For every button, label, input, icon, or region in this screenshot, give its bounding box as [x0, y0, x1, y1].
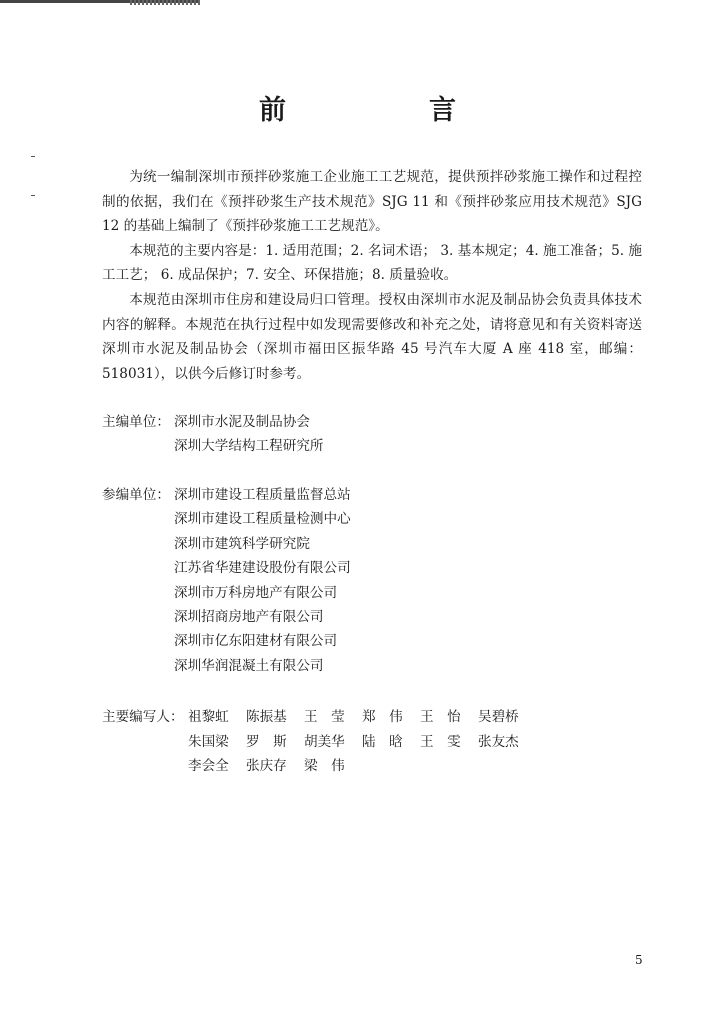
paragraph: 为统一编制深圳市预拌砂浆施工企业施工工艺规范，提供预拌砂浆施工操作和过程控制的依据，我们在《预拌砂浆生产技术规范》SJG 11 和《预拌砂浆应用技术规范》SJG 12 的基础上编制了《预拌砂浆施工工艺规范》。 — [102, 169, 642, 235]
scan-edge-dot — [31, 195, 35, 196]
unit-name: 江苏省华建建设股份有限公司 — [174, 560, 351, 577]
drafter-name: 陆 晗 — [362, 733, 403, 750]
participating-editors-label: 参编单位： — [102, 487, 170, 503]
unit-name: 深圳市水泥及制品协会 — [174, 414, 310, 430]
chief-editors-label: 主编单位： — [102, 414, 170, 430]
drafter-name: 王 雯 — [420, 733, 461, 750]
drafter-name: 张庆存 — [246, 758, 287, 775]
drafter-name: 陈振基 — [246, 709, 287, 725]
page-number: 5 — [635, 953, 643, 967]
participating-editors — [102, 483, 351, 678]
unit-name: 深圳市建设工程质量检测中心 — [174, 511, 351, 528]
unit-name: 深圳华润混凝土有限公司 — [174, 657, 324, 674]
drafter-name: 张友杰 — [478, 733, 519, 750]
drafter-name: 梁 伟 — [304, 758, 345, 775]
unit-name: 深圳招商房地产有限公司 — [174, 609, 324, 626]
unit-name: 深圳市万科房地产有限公司 — [174, 584, 338, 601]
drafter-name: 王 怡 — [420, 709, 461, 725]
drafter-name: 朱国梁 — [188, 733, 229, 750]
scan-edge-dot — [31, 156, 35, 157]
preface-body — [102, 165, 642, 386]
drafter-name: 吴碧桥 — [478, 709, 519, 725]
drafter-row — [188, 754, 536, 779]
paragraph: 本规范的主要内容是：1. 适用范围；2. 名词术语； 3. 基本规定；4. 施工准备；5. 施工工艺； 6. 成品保护；7. 安全、环保措施；8. 质量验收。 — [102, 242, 642, 284]
drafter-name: 罗 斯 — [246, 733, 287, 750]
drafter-name: 李会全 — [188, 758, 229, 775]
drafter-row — [188, 730, 536, 755]
main-drafters-label: 主要编写人： — [102, 709, 184, 725]
drafter-name: 郑 伟 — [362, 709, 403, 725]
unit-name: 深圳市亿东阳建材有限公司 — [174, 633, 338, 650]
scan-edge-mark — [130, 0, 200, 5]
unit-name: 深圳市建设工程质量监督总站 — [174, 487, 351, 503]
page-title: 前 言 — [259, 95, 514, 126]
drafter-name: 王 莹 — [304, 709, 345, 725]
chief-editors — [102, 410, 324, 459]
paragraph: 本规范由深圳市住房和建设局归口管理。授权由深圳市水泥及制品协会负责具体技术内容的解释。本规范在执行过程中如发现需要修改和补充之处，请将意见和有关资料寄送深圳市水泥及制品协会（深圳市福田区振华路 45 号汽车大厦 A 座 418 室，邮编：518031），以供今后修订时参考。 — [102, 291, 642, 382]
drafter-name: 胡美华 — [304, 733, 345, 750]
unit-name: 深圳大学结构工程研究所 — [174, 438, 324, 455]
main-drafters — [102, 705, 536, 779]
drafter-name: 祖黎虹 — [188, 709, 229, 725]
drafter-row — [188, 705, 536, 730]
unit-name: 深圳市建筑科学研究院 — [174, 535, 310, 552]
